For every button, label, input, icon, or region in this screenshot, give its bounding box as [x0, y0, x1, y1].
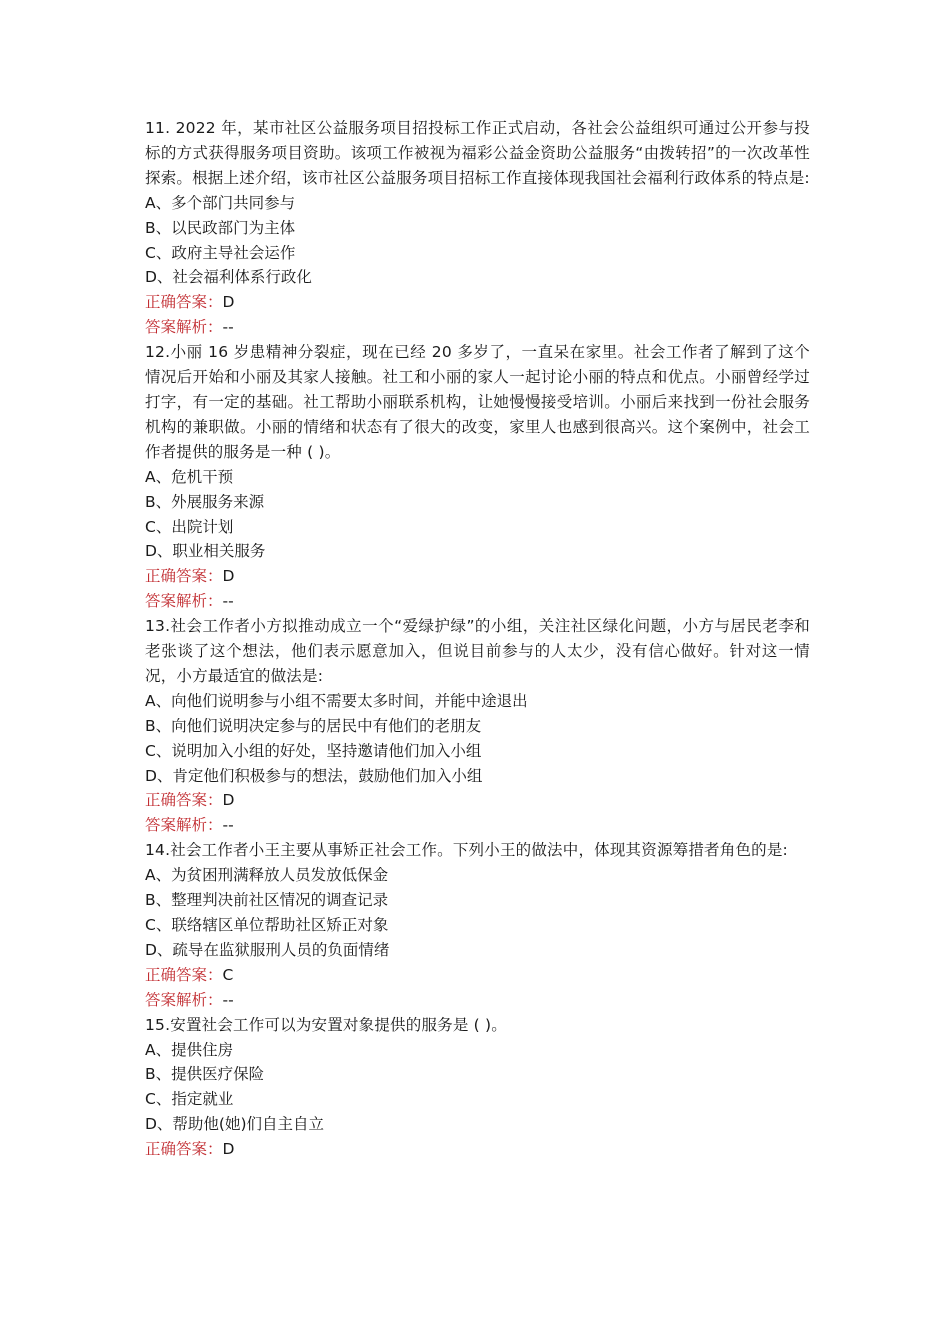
question-stem: 12.小丽 16 岁患精神分裂症，现在已经 20 多岁了，一直呆在家里。社会工作者了解到了这个情况后开始和小丽及其家人接触。社工和小丽的家人一起讨论小丽的特点和优点。小丽曾经学过打字，有一定的基础。社工帮助小丽联系机构，让她慢慢接受培训。小丽后来找到一份社会服务机构的兼职做。小丽的情绪和状态有了很大的改变，家里人也感到很高兴。这个案例中，社会工作者提供的服务是一种 ( )。	[145, 343, 810, 461]
question-stem: 15.安置社会工作可以为安置对象提供的服务是 ( )。	[145, 1015, 507, 1034]
correct-answer-label: 正确答案：	[145, 293, 223, 312]
option-a: A、提供住房	[145, 1040, 234, 1059]
option-d: D、职业相关服务	[145, 542, 266, 561]
option-b: B、外展服务来源	[145, 492, 265, 511]
answer-analysis-label: 答案解析：	[145, 318, 223, 337]
answer-analysis-label: 答案解析：	[145, 592, 223, 611]
answer-analysis	[145, 589, 810, 614]
question-stem: 14.社会工作者小王主要从事矫正社会工作。下列小王的做法中，体现其资源筹措者角色的是:	[145, 841, 788, 860]
question-14	[145, 838, 810, 1012]
answer-analysis-value: --	[222, 990, 234, 1009]
correct-answer-value: D	[222, 293, 235, 312]
correct-answer-label: 正确答案：	[145, 791, 223, 810]
answer-analysis-label: 答案解析：	[145, 816, 223, 835]
correct-answer-value: D	[222, 791, 235, 810]
option-c: C、指定就业	[145, 1090, 234, 1109]
option-d: D、肯定他们积极参与的想法，鼓励他们加入小组	[145, 766, 483, 785]
question-15	[145, 1013, 810, 1162]
option-b: B、提供医疗保险	[145, 1065, 265, 1084]
option-d: D、疏导在监狱服刑人员的负面情绪	[145, 940, 390, 959]
option-c: C、说明加入小组的好处，坚持邀请他们加入小组	[145, 741, 482, 760]
question-11	[145, 116, 810, 340]
option-c: C、出院计划	[145, 517, 234, 536]
option-d: D、帮助他(她)们自主自立	[145, 1115, 325, 1134]
correct-answer-value: D	[222, 1140, 235, 1159]
question-12	[145, 340, 810, 614]
correct-answer	[145, 963, 810, 988]
answer-analysis-label: 答案解析：	[145, 990, 223, 1009]
question-stem: 13.社会工作者小方拟推动成立一个“爱绿护绿”的小组，关注社区绿化问题，小方与居民老李和老张谈了这个想法，他们表示愿意加入，但说目前参与的人太少，没有信心做好。针对这一情况，小方最适宜的做法是:	[145, 617, 810, 685]
correct-answer	[145, 788, 810, 813]
answer-analysis	[145, 315, 810, 340]
correct-answer-label: 正确答案：	[145, 567, 223, 586]
answer-analysis-value: --	[222, 318, 234, 337]
correct-answer	[145, 1137, 810, 1162]
option-a: A、为贫困刑满释放人员发放低保金	[145, 866, 389, 885]
option-b: B、整理判决前社区情况的调查记录	[145, 891, 389, 910]
option-b: B、向他们说明决定参与的居民中有他们的老朋友	[145, 716, 482, 735]
option-c: C、联络辖区单位帮助社区矫正对象	[145, 916, 389, 934]
option-d: D、社会福利体系行政化	[145, 268, 312, 287]
question-page	[145, 116, 810, 1162]
answer-analysis-value: --	[222, 592, 234, 611]
answer-analysis	[145, 813, 810, 838]
correct-answer-label: 正确答案：	[145, 965, 223, 984]
option-b: B、以民政部门为主体	[145, 218, 296, 237]
correct-answer-value: D	[222, 567, 235, 586]
option-c: C、政府主导社会运作	[145, 243, 296, 262]
option-a: A、向他们说明参与小组不需要太多时间，并能中途退出	[145, 691, 528, 710]
correct-answer	[145, 290, 810, 315]
option-a: A、危机干预	[145, 467, 234, 486]
answer-analysis-value: --	[222, 816, 234, 835]
correct-answer-label: 正确答案：	[145, 1140, 223, 1159]
question-13	[145, 614, 810, 838]
answer-analysis	[145, 988, 810, 1013]
question-stem: 11. 2022 年，某市社区公益服务项目招投标工作正式启动，各社会公益组织可通过公开参与投标的方式获得服务项目资助。该项工作被视为福彩公益金资助公益服务“由拨转招”的一次改革性探索。根据上述介绍，该市社区公益服务项目招标工作直接体现我国社会福利行政体系的特点是:	[145, 119, 810, 187]
correct-answer	[145, 564, 810, 589]
correct-answer-value: C	[222, 965, 234, 984]
option-a: A、多个部门共同参与	[145, 193, 296, 212]
